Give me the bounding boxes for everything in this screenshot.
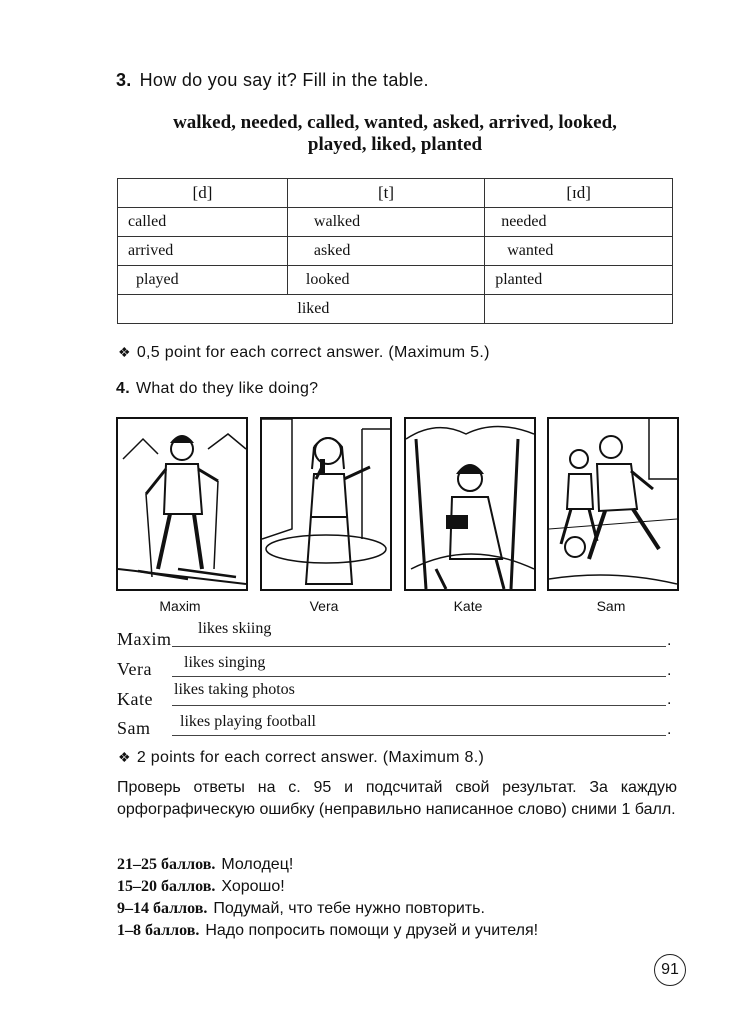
picture-kate-photo — [404, 417, 536, 591]
picture-maxim-skiing — [116, 417, 248, 591]
answer-vera[interactable]: likes singing — [184, 654, 266, 671]
table-row — [118, 208, 673, 237]
answer-period: . — [667, 662, 672, 679]
diamond-icon: ❖ — [118, 344, 131, 360]
table-cell[interactable]: looked — [287, 266, 484, 295]
answer-sam[interactable]: likes playing football — [180, 713, 316, 730]
picture-vera-singing — [260, 417, 392, 591]
header-t: [t] — [287, 179, 484, 208]
table-cell[interactable] — [118, 295, 288, 324]
answer-maxim[interactable]: likes skiing — [198, 620, 272, 637]
task3-points-note — [118, 344, 490, 362]
task4-title-text: What do they like doing? — [135, 380, 319, 397]
picture-sam-football — [547, 417, 679, 591]
caption-sam: Sam — [596, 598, 626, 614]
table-cell[interactable]: called — [118, 208, 288, 237]
table-cell[interactable]: walked — [287, 208, 484, 237]
score-row — [117, 878, 285, 896]
football-illustration — [549, 419, 677, 589]
photographer-illustration — [406, 419, 534, 589]
word-bank-line2: played, liked, planted — [307, 134, 483, 155]
score-range: 15–20 баллов. — [117, 878, 216, 895]
table-cell[interactable]: wanted — [485, 237, 673, 266]
header-id: [ɪd] — [485, 179, 673, 208]
answer-period: . — [667, 632, 672, 649]
answer-label-kate: Kate — [117, 689, 153, 709]
score-text: Хорошо! — [221, 878, 285, 895]
table-cell[interactable]: played — [118, 266, 288, 295]
diamond-icon: ❖ — [118, 749, 131, 765]
answer-line — [172, 676, 666, 677]
score-row — [117, 856, 293, 874]
check-instructions: Проверь ответы на с. 95 и подсчитай свой результат. За каждую орфографическую ошибку (неправильно написанное слово) сними 1 балл. — [117, 779, 677, 818]
skier-illustration — [118, 419, 246, 589]
answer-period: . — [667, 691, 672, 708]
score-row — [117, 922, 538, 940]
table-row — [118, 295, 673, 324]
table-row — [118, 266, 673, 295]
score-text: Молодец! — [221, 856, 294, 873]
answer-line — [172, 646, 666, 647]
answer-period: . — [667, 721, 672, 738]
answer-kate[interactable]: likes taking photos — [174, 681, 295, 698]
table-cell[interactable]: asked — [287, 237, 484, 266]
task3-number: 3. — [116, 70, 132, 90]
table-row — [118, 237, 673, 266]
answer-label-sam: Sam — [117, 718, 151, 738]
task3-note-text: 0,5 point for each correct answer. (Maximum 5.) — [136, 344, 490, 361]
answer-label-vera: Vera — [117, 659, 152, 679]
task4-points-note — [118, 749, 484, 767]
answer-label-maxim: Maxim — [117, 629, 172, 649]
task4-title — [116, 380, 318, 398]
page-number: 91 — [654, 954, 686, 986]
score-text: Подумай, что тебе нужно повторить. — [213, 900, 485, 917]
caption-maxim: Maxim — [159, 598, 201, 614]
caption-kate: Kate — [453, 598, 483, 614]
score-row — [117, 900, 485, 918]
table-cell[interactable]: arrived — [118, 237, 288, 266]
task4-number: 4. — [116, 380, 130, 397]
table-cell[interactable] — [485, 295, 673, 324]
table-cell[interactable]: needed — [485, 208, 673, 237]
caption-vera: Vera — [309, 598, 339, 614]
table-cell[interactable]: planted — [485, 266, 673, 295]
singer-illustration — [262, 419, 390, 589]
score-range: 1–8 баллов. — [117, 922, 200, 939]
header-d: [d] — [118, 179, 288, 208]
task3-title-text: How do you say it? Fill in the table. — [139, 70, 429, 90]
answer-line — [172, 735, 666, 736]
answer-line — [172, 705, 666, 706]
table-header-row — [118, 179, 673, 208]
sounds-table — [117, 178, 673, 324]
score-range: 9–14 баллов. — [117, 900, 208, 917]
table-cell[interactable]: liked — [287, 295, 484, 324]
score-range: 21–25 баллов. — [117, 856, 216, 873]
word-bank-line1: walked, needed, called, wanted, asked, arrived, looked, — [173, 112, 617, 133]
task3-title — [116, 70, 429, 91]
score-text: Надо попросить помощи у друзей и учителя! — [205, 922, 539, 939]
task4-note-text: 2 points for each correct answer. (Maximum 8.) — [136, 749, 485, 766]
